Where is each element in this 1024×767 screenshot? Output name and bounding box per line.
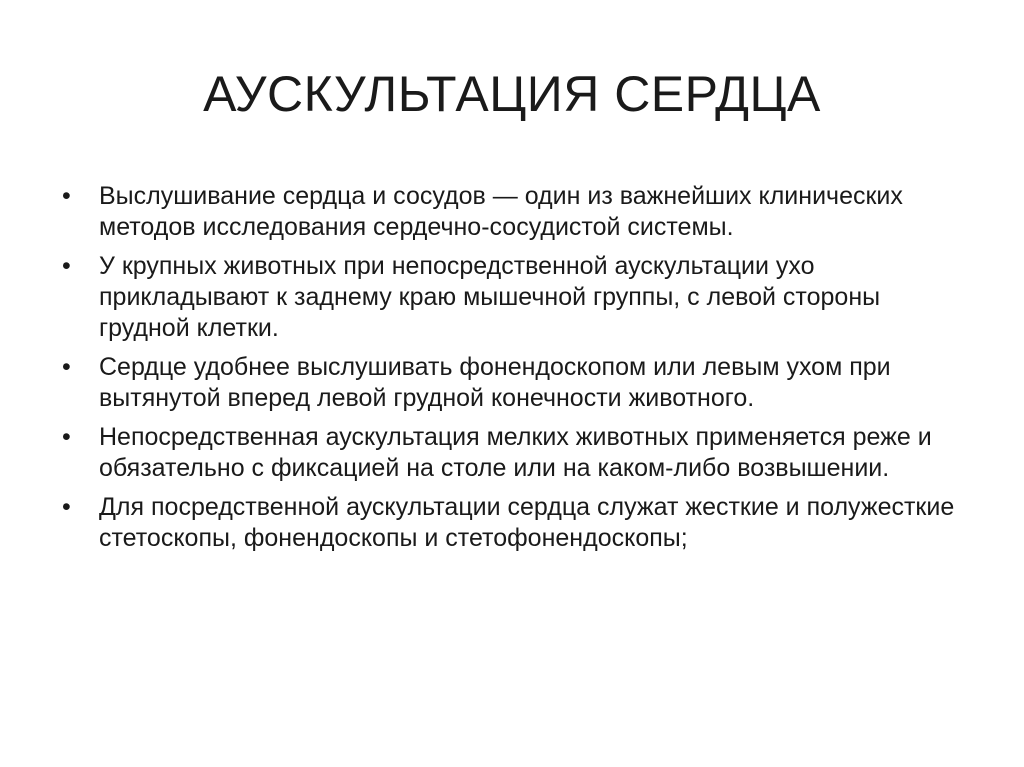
bullet-text: Для посредственной аускультации сердца служат жесткие и полужесткие стетоскопы, фонендоскопы и стетофонендоскопы;: [99, 493, 955, 552]
bullet-icon: •: [62, 493, 71, 521]
list-item: [62, 492, 967, 554]
bullet-icon: •: [62, 182, 71, 210]
bullet-text: Непосредственная аускультация мелких животных применяется реже и обязательно с фиксацией на столе или на каком-либо возвышении.: [99, 423, 932, 482]
bullet-text: Сердце удобнее выслушивать фонендоскопом или левым ухом при вытянутой вперед левой грудной конечности животного.: [99, 353, 891, 412]
bullet-icon: •: [62, 353, 71, 381]
bullet-list: [62, 181, 967, 562]
slide-title: АУСКУЛЬТАЦИЯ СЕРДЦА: [203, 66, 821, 122]
bullet-icon: •: [62, 423, 71, 451]
bullet-text: У крупных животных при непосредственной аускультации ухо прикладывают к заднему краю мышечной группы, с левой стороны грудной клетки.: [99, 252, 881, 342]
list-item: [62, 422, 967, 484]
list-item: [62, 352, 967, 414]
bullet-icon: •: [62, 252, 71, 280]
bullet-text: Выслушивание сердца и сосудов — один из важнейших клинических методов исследования сердечно-сосудистой системы.: [99, 182, 903, 241]
list-item: [62, 251, 967, 344]
list-item: [62, 181, 967, 243]
